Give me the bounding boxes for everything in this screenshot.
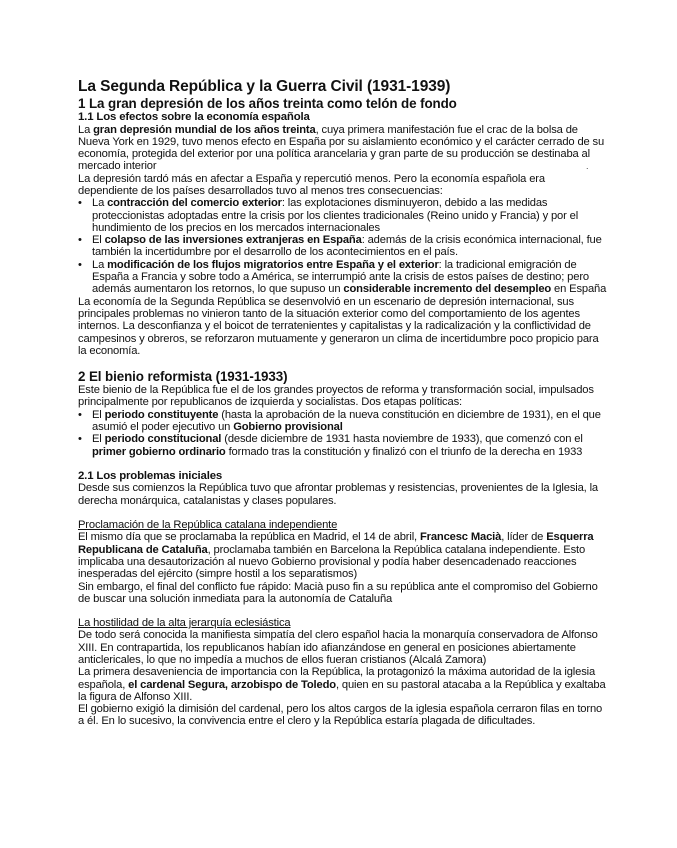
list-item: • El periodo constitucional (desde diciembre de 1931 hasta noviembre de 1933), que comenzó con el primer gobierno ordinario formado tras la constitución y finalizó con el triunfo de la derecha en 1933 [78,433,583,458]
paragraph-bienio: Este bienio de la República fue el de los grandes proyectos de reforma y transformación social, impulsados principalmente por republicanos de izquierda y socialistas. Dos etapas políticas: [78,384,594,409]
section-1-1-heading: 1.1 Los efectos sobre la economía española [78,111,310,123]
paragraph-economia-republica: La economía de la Segunda República se desenvolvió en un escenario de depresión internacional, sus principales problemas no vinieron tanto de la situación exterior como del comportamiento de los agentes internos. La desconfianza y el boicot de terratenientes y capitalistas y la radicalización y la conflictividad de campesinos y obreros, se reforzaron mutuamente y generaron un clima de incertidumbre poco propicio para la economía. [78,295,599,357]
paragraph-macia: El mismo día que se proclamaba la república en Madrid, el 14 de abril, Francesc Macià, líder de Esquerra Republicana de Cataluña, proclamaba también en Barcelona la República catalana independiente. Esto implicaba una desautorización al nuevo Gobierno provisional y podía haber desencadenado reacciones inesperadas del ejército (simpre hostil a los separatismos) [78,531,594,581]
stages-list [78,409,607,458]
bullet-icon: • [78,197,82,210]
section-2-1-heading: 2.1 Los problemas iniciales [78,469,223,482]
list-item: • La contracción del comercio exterior: las explotaciones disminuyeron, debido a las medidas proteccionistas adoptadas entre la crisis por los clientes tradicionales (Reino unido y Francia) y por el hundimiento de los precios en los mercados internacionales [78,197,579,234]
list-item: • El periodo constituyente (hasta la aprobación de la nueva constitución en diciembre de 1931), en el que asumió el poder ejecutivo un Gobierno provisional [78,408,601,434]
effects-list [78,197,607,295]
paragraph-cardenal: La primera desaveniencia de importancia con la República, la protagonizó la máxima autoridad de la iglesia española, el cardenal Segura, arzobispo de Toledo, quien en su pastoral atacaba a la República y exaltaba la figura de Alfonso XIII. [78,666,606,703]
list-item: • El colapso de las inversiones extranjeras en España: además de la crisis económica internacional, fue también la incertidumbre por el desarrollo de los acontecimientos en el país. [78,234,602,259]
paragraph-gran-depresion: La gran depresión mundial de los años treinta, cuya primera manifestación fue el crac de la bolsa de Nueva York en 1929, tuvo menos efecto en España por su aislamiento económico y el carácter cerrado de su economía, protegida del exterior por una política arancelaria y gran parte de su producción se destinaba al mercado interior [78,123,605,173]
bullet-icon: • [78,234,82,247]
subsection-title-cataluna: Proclamación de la República catalana independiente [78,519,338,532]
paragraph-problemas: Desde sus comienzos la República tuvo que afrontar problemas y resistencias, provenientes de la Iglesia, la derecha monárquica, catalanistas y clases populares. [78,482,598,507]
section-1-heading: 1 La gran depresión de los años treinta como telón de fondo [78,96,457,111]
section-2-heading: 2 El bienio reformista (1931-1933) [78,369,288,385]
paragraph-dimision: El gobierno exigió la dimisión del cardenal, pero los altos cargos de la iglesia española cerraron filas en torno a él. En lo sucesivo, la convivencia entre el clero y la República estaría plagada de dificultades. [78,703,603,728]
bullet-icon: • [78,408,82,421]
bullet-icon: • [78,433,82,446]
subsection-title-iglesia: La hostilidad de la alta jerarquía eclesiástica [78,617,291,630]
bullet-icon: • [78,258,82,271]
paragraph-depresion-tardo: La depresión tardó más en afectar a España y repercutió menos. Pero la economía española era dependiente de los países desarrollados tuvo al menos tres consecuencias: [78,172,545,197]
stray-mark: . [586,161,589,171]
paragraph-clero: De todo será conocida la manifiesta simpatía del clero español hacia la monarquía conservadora de Alfonso XIII. En contrapartida, los republicanos habían ido afianzándose en general en posiciones abiertamente anticlericales, lo que no impedía a muchos de ellos fueran cristianos (Alcalá Zamora) [78,629,598,666]
list-item: • La modificación de los flujos migratorios entre España y el exterior: la tradicional emigración de España a Francia y sobre todo a América, se interrumpió ante la crisis de estos países de destino; pero además aumentaron los retornos, lo que supuso un considerable incremento del desempleo en España [78,258,607,296]
document-title: La Segunda República y la Guerra Civil (1931-1939) [78,78,451,95]
paragraph-final-conflicto: Sin embargo, el final del conflicto fue rápido: Macià puso fin a su república ante el compromiso del Gobierno de buscar una solución inmediata para la autonomía de Cataluña [78,580,598,605]
